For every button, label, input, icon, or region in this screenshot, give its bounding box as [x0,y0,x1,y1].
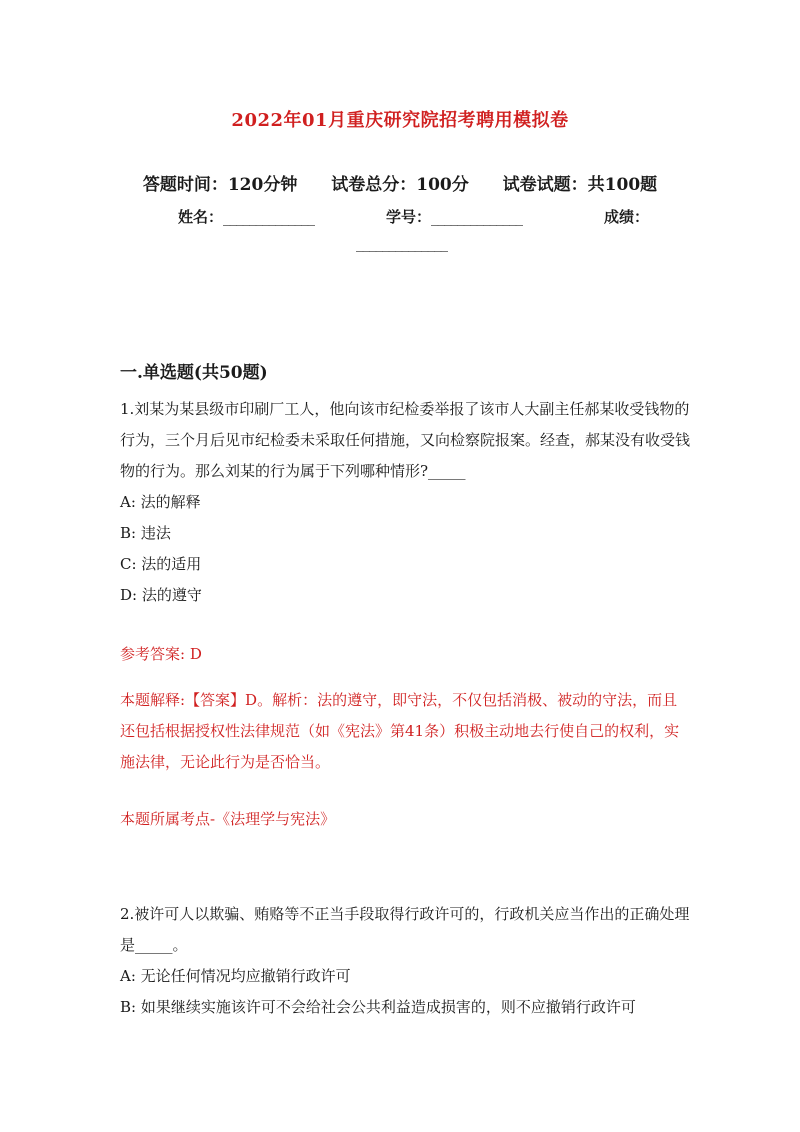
question-1 [120,394,690,835]
exam-count: 试卷试题：共100题 [502,175,658,195]
name-label: 姓名： [178,208,224,226]
reference-answer: 参考答案: D [120,645,202,663]
option-a: A: 无论任何情况均应撤销行政许可 [120,967,351,985]
grade-label: 成绩： [604,208,650,226]
question-2 [120,899,690,1023]
exam-score: 试卷总分：100分 [331,175,469,195]
option-d: D: 法的遵守 [120,586,202,604]
id-blank: ______________ [431,208,523,226]
knowledge-point: 本题所属考点-《法理学与宪法》 [120,810,336,828]
option-c: C: 法的适用 [120,555,202,573]
id-field [386,204,604,230]
option-b: B: 违法 [120,524,171,542]
exam-title: 2022年01月重庆研究院招考聘用模拟卷 [231,110,569,131]
exam-info [0,170,800,195]
student-fields [178,204,698,256]
answer-analysis: 本题解释:【答案】D。解析：法的遵守，即守法，不仅包括消极、被动的守法，而且还包括根据授权性法律规范（如《宪法》第41条）积极主动地去行使自己的权利，实施法律，无论此行为是否恰当。 [120,691,680,771]
id-label: 学号： [386,208,432,226]
grade-blank: ______________ [356,234,447,252]
exam-time: 答题时间：120分钟 [142,175,298,195]
name-field [178,204,386,230]
grade-field [604,204,649,230]
question-text: 2.被许可人以欺骗、贿赂等不正当手段取得行政许可的，行政机关应当作出的正确处理是_____。 [120,905,690,954]
section-heading: 一.单选题(共50题) [120,363,268,383]
option-a: A: 法的解释 [120,493,201,511]
questions-content [120,394,690,1023]
option-b: B: 如果继续实施该许可不会给社会公共利益造成损害的，则不应撤销行政许可 [120,998,636,1016]
name-blank: ______________ [223,208,315,226]
question-text: 1.刘某为某县级市印刷厂工人，他向该市纪检委举报了该市人大副主任郝某收受钱物的行为，三个月后见市纪检委未采取任何措施，又向检察院报案。经查，郝某没有收受钱物的行为。那么刘某的行为属于下列哪种情形?_____ [120,400,691,480]
